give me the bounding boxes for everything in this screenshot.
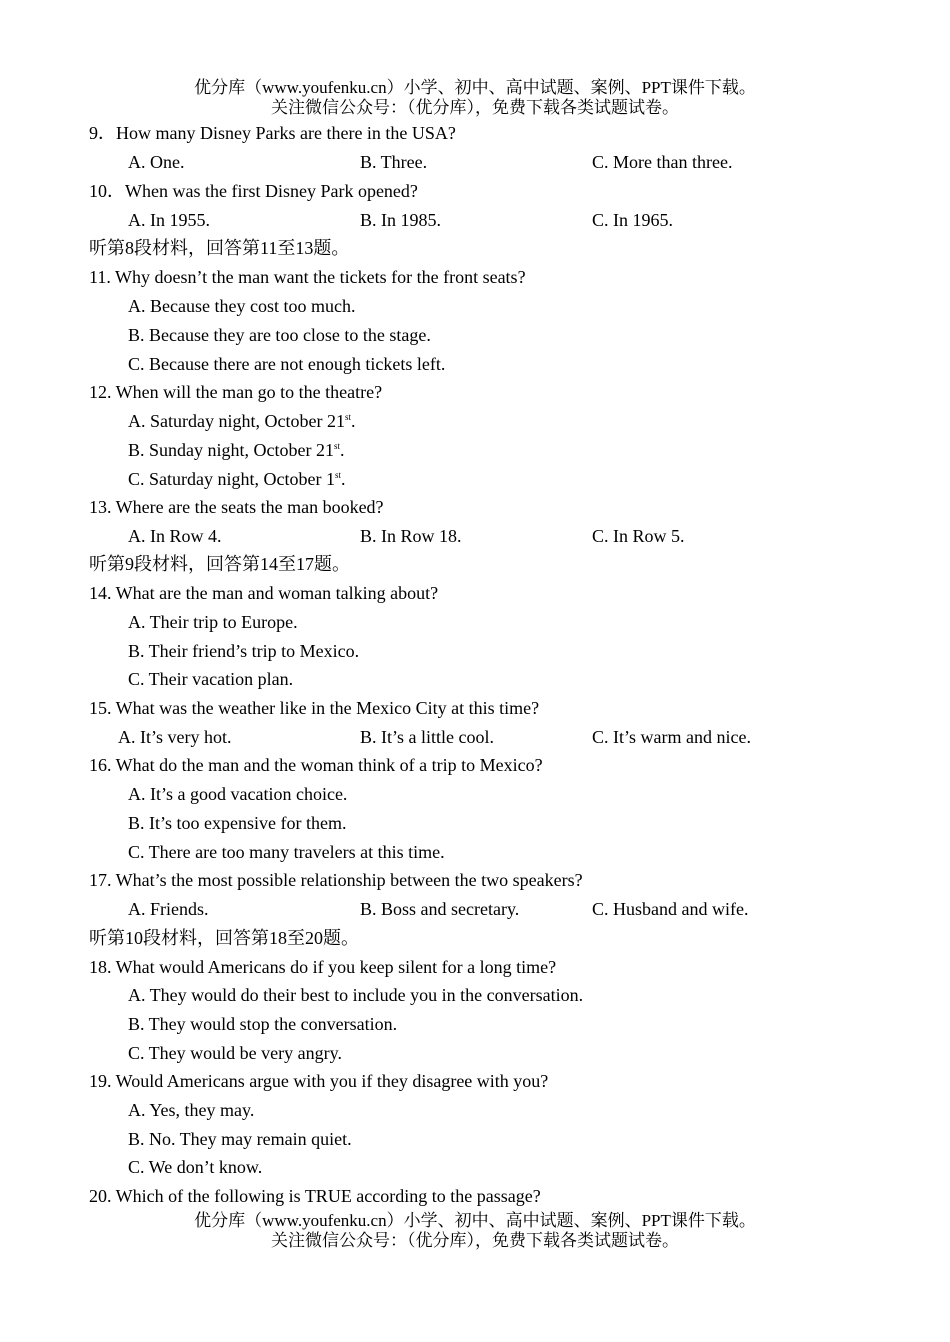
page-footer-line-1: 优分库（www.youfenku.cn）小学、初中、高中试题、案例、PPT课件下载。: [194, 1211, 756, 1230]
q10-option-a: A. In 1955.: [128, 210, 210, 230]
q12-option-a: [128, 409, 355, 433]
q12-option-a-text: A. Saturday night, October 21: [128, 411, 345, 431]
q14-option-b: B. Their friend’s trip to Mexico.: [128, 641, 360, 661]
q12-option-b-text: B. Sunday night, October 21: [128, 440, 334, 460]
section-10-instruction: 听第10段材料，回答第18至20题。: [89, 928, 359, 948]
question-12: 12. When will the man go to the theatre?: [89, 382, 383, 402]
q19-option-a: A. Yes, they may.: [128, 1100, 255, 1120]
question-20: 20. Which of the following is TRUE according to the passage?: [89, 1186, 541, 1206]
question-15: 15. What was the weather like in the Mexico City at this time?: [89, 698, 540, 718]
q12-option-b-period: .: [340, 440, 345, 460]
q12-option-c-text: C. Saturday night, October 1: [128, 469, 335, 489]
q15-option-a: A. It’s very hot.: [118, 727, 232, 747]
q18-option-a: A. They would do their best to include you in the conversation.: [128, 985, 584, 1005]
q12-option-c-ordinal: st: [334, 470, 341, 480]
q12-option-b-ordinal: st: [333, 441, 340, 451]
q19-option-b: B. No. They may remain quiet.: [128, 1129, 352, 1149]
question-10: 10．When was the first Disney Park opened?: [89, 181, 418, 201]
question-11: 11. Why doesn’t the man want the tickets for the front seats?: [89, 267, 526, 287]
question-16: 16. What do the man and the woman think of a trip to Mexico?: [89, 755, 543, 775]
q10-option-c: C. In 1965.: [592, 210, 673, 230]
page-footer-line-2: 关注微信公众号：（优分库），免费下载各类试题试卷。: [271, 1231, 679, 1250]
question-17: 17. What’s the most possible relationship between the two speakers?: [89, 870, 583, 890]
page-header-line-1: 优分库（www.youfenku.cn）小学、初中、高中试题、案例、PPT课件下载。: [194, 78, 756, 97]
section-8-instruction: 听第8段材料，回答第11至13题。: [89, 238, 350, 258]
section-9-instruction: 听第9段材料，回答第14至17题。: [89, 554, 350, 574]
q12-option-a-ordinal: st: [344, 412, 351, 422]
q14-option-c: C. Their vacation plan.: [128, 669, 294, 689]
q13-option-b: B. In Row 18.: [360, 526, 462, 546]
q18-option-c: C. They would be very angry.: [128, 1043, 342, 1063]
q17-option-c: C. Husband and wife.: [592, 899, 749, 919]
q11-option-c: C. Because there are not enough tickets left.: [128, 354, 446, 374]
question-14: 14. What are the man and woman talking about?: [89, 583, 439, 603]
question-9: 9．How many Disney Parks are there in the USA?: [89, 123, 456, 143]
q16-option-b: B. It’s too expensive for them.: [128, 813, 347, 833]
q16-option-a: A. It’s a good vacation choice.: [128, 784, 348, 804]
q12-option-c: [128, 467, 345, 491]
q12-option-c-period: .: [340, 469, 346, 489]
q17-option-b: B. Boss and secretary.: [360, 899, 520, 919]
q14-option-a: A. Their trip to Europe.: [128, 612, 298, 632]
q11-option-b: B. Because they are too close to the stage.: [128, 325, 431, 345]
q9-option-a: A. One.: [128, 152, 185, 172]
question-18: 18. What would Americans do if you keep silent for a long time?: [89, 957, 557, 977]
q15-option-b: B. It’s a little cool.: [360, 727, 494, 747]
q9-option-b: B. Three.: [360, 152, 428, 172]
q12-option-a-period: .: [350, 411, 356, 431]
q18-option-b: B. They would stop the conversation.: [128, 1014, 398, 1034]
q10-option-b: B. In 1985.: [360, 210, 441, 230]
q9-option-c: C. More than three.: [592, 152, 733, 172]
q13-option-a: A. In Row 4.: [128, 526, 222, 546]
question-13: 13. Where are the seats the man booked?: [89, 497, 384, 517]
page-header-line-2: 关注微信公众号：（优分库），免费下载各类试题试卷。: [271, 98, 679, 117]
q11-option-a: A. Because they cost too much.: [128, 296, 356, 316]
q12-option-b: [128, 438, 345, 462]
q13-option-c: C. In Row 5.: [592, 526, 685, 546]
q17-option-a: A. Friends.: [128, 899, 209, 919]
q15-option-c: C. It’s warm and nice.: [592, 727, 751, 747]
q19-option-c: C. We don’t know.: [128, 1157, 263, 1177]
q16-option-c: C. There are too many travelers at this time.: [128, 842, 445, 862]
question-19: 19. Would Americans argue with you if they disagree with you?: [89, 1071, 549, 1091]
